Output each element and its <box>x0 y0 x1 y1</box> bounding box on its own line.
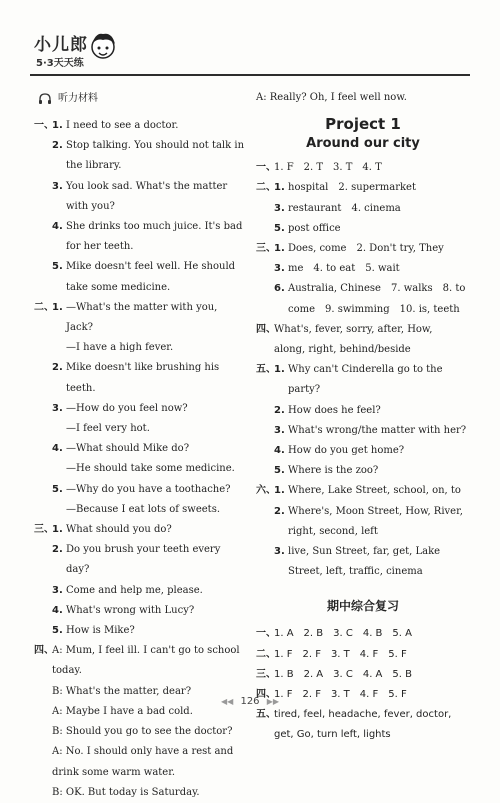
listening-label: 听力材料 <box>58 92 98 104</box>
item-text <box>66 399 246 439</box>
item-line: A: Mum, I feel ill. I can't go to school <box>52 645 240 657</box>
item-text <box>52 783 246 803</box>
section-body <box>52 641 246 803</box>
item-text <box>66 257 246 297</box>
item-number: 3. <box>52 584 63 596</box>
item-text <box>288 279 470 319</box>
section-marker: 二、 <box>34 301 54 313</box>
item-text <box>66 298 246 359</box>
item-text <box>288 401 470 421</box>
item <box>52 217 246 257</box>
item-text <box>274 320 470 360</box>
item-number: 5. <box>52 261 63 273</box>
item-text <box>288 542 470 582</box>
item <box>52 621 246 641</box>
item-number: 2. <box>274 404 285 416</box>
section-body <box>274 158 470 178</box>
item-number: 3. <box>52 402 63 414</box>
header-rule <box>30 74 470 76</box>
item-number: 1. <box>274 182 285 194</box>
item <box>274 158 470 178</box>
item-line: B: OK. But today is Saturday. <box>52 786 200 798</box>
section <box>34 116 246 298</box>
headphones-icon <box>38 93 52 105</box>
item-line: Where, Lake Street, school, on, to <box>288 485 461 497</box>
item <box>52 480 246 520</box>
item-number: 1. <box>52 524 63 536</box>
item <box>274 320 470 360</box>
item-line: live, Sun Street, far, get, Lake <box>288 546 441 558</box>
item-line: today. <box>52 665 82 677</box>
item <box>52 358 246 398</box>
item-number: 5. <box>52 625 63 637</box>
item-line: —I feel very hot. <box>66 423 150 435</box>
item-line: the library. <box>66 160 122 172</box>
section <box>34 298 246 520</box>
project-answer-sections <box>256 158 470 582</box>
answer-line: get, Go, turn left, lights <box>274 729 391 741</box>
item-line: with you? <box>66 200 115 212</box>
item-line: drink some warm water. <box>52 766 176 778</box>
item-line: B: What's the matter, dear? <box>52 685 192 697</box>
section-marker: 一、 <box>256 162 276 174</box>
section-marker: 五、 <box>256 364 276 376</box>
item <box>274 441 470 461</box>
item <box>52 641 246 681</box>
item-number: 3. <box>274 263 285 275</box>
item-number: 1. <box>274 364 285 376</box>
item-number: 1. <box>274 243 285 255</box>
item-number: 1. <box>52 301 63 313</box>
item-text <box>288 441 470 461</box>
section <box>34 520 246 641</box>
item <box>52 540 246 580</box>
item-line: What's, fever, sorry, after, How, <box>274 323 433 335</box>
page-number: 126 <box>240 696 260 707</box>
item-line: Australia, Chinese 7. walks 8. to <box>288 283 466 295</box>
right-column <box>256 88 470 746</box>
midterm-answers <box>274 624 470 644</box>
midterm-title: 期中综合复习 <box>326 599 399 614</box>
section <box>34 641 246 803</box>
item-line: for her teeth. <box>66 241 134 253</box>
item <box>274 239 470 259</box>
item-line: A: No. I should only have a rest and <box>52 746 234 758</box>
item <box>52 136 246 176</box>
item <box>274 481 470 501</box>
item-text <box>288 502 470 542</box>
midterm-answers <box>274 705 470 745</box>
item-line: restaurant 4. cinema <box>288 202 401 214</box>
item-text <box>288 178 470 198</box>
section-marker: 四、 <box>256 689 276 701</box>
item-text <box>66 136 246 176</box>
item-line: 1. F 2. T 3. T 4. T <box>274 162 382 174</box>
item <box>52 581 246 601</box>
section-body <box>274 239 470 320</box>
item-line: What's wrong with Lucy? <box>66 604 195 616</box>
section-marker: 一、 <box>34 120 54 131</box>
item-text <box>274 158 470 178</box>
item-line: —Why do you have a toothache? <box>66 483 231 495</box>
midterm-answers <box>274 645 470 665</box>
section <box>256 178 470 239</box>
item-text <box>288 421 470 441</box>
item <box>52 722 246 742</box>
section-marker: 二、 <box>256 648 276 660</box>
item-number: 2. <box>52 140 63 152</box>
item <box>52 257 246 297</box>
item-number: 3. <box>52 180 63 192</box>
item-number: 2. <box>52 544 63 556</box>
page-footer <box>0 696 500 707</box>
item-line: me 4. to eat 5. wait <box>288 263 400 275</box>
item-line: How is Mike? <box>66 625 135 637</box>
section-marker: 六、 <box>256 485 276 497</box>
item <box>52 298 246 359</box>
project-title: Project 1 <box>325 115 401 134</box>
section-body <box>274 320 470 360</box>
midterm-section <box>256 705 470 745</box>
item-text <box>66 116 246 136</box>
midterm-section <box>256 665 470 685</box>
section-body <box>52 520 246 641</box>
item <box>274 178 470 198</box>
section-marker: 三、 <box>256 243 276 255</box>
item <box>274 219 470 239</box>
item-number: 1. <box>52 120 63 131</box>
section-body <box>274 178 470 239</box>
item-line: —Because I eat lots of sweets. <box>66 503 221 515</box>
item <box>52 601 246 621</box>
section-body <box>52 298 246 520</box>
item-text <box>288 360 470 400</box>
item-line: Street, left, traffic, cinema <box>288 566 423 578</box>
section-body <box>274 360 470 481</box>
item-line: Come and help me, please. <box>66 584 203 596</box>
item-text <box>66 480 246 520</box>
section-marker: 四、 <box>34 645 54 657</box>
section-body <box>52 116 246 298</box>
item-line: along, right, behind/beside <box>274 344 411 356</box>
item-line: —What's the matter with you, Jack? <box>66 301 218 334</box>
item-text <box>66 217 246 257</box>
item-text <box>52 641 246 681</box>
item-number: 4. <box>52 604 63 616</box>
item-line: —He should take some medicine. <box>66 463 235 475</box>
item-line: You look sad. What's the matter <box>66 180 228 192</box>
item-number: 4. <box>52 221 63 233</box>
item-line: hospital 2. supermarket <box>288 182 416 194</box>
midterm-answer-sections <box>256 624 470 745</box>
item-text <box>288 219 470 239</box>
item-text <box>288 259 470 279</box>
item-line: —What should Mike do? <box>66 443 190 455</box>
logo-title: 小儿郎 <box>34 35 88 55</box>
item-line: Where is the zoo? <box>288 465 379 477</box>
item-number: 6. <box>274 283 285 295</box>
item <box>52 742 246 782</box>
item <box>274 259 470 279</box>
item-line: Mike doesn't feel well. He should <box>66 261 236 273</box>
answer-line: 1. A 2. B 3. C 4. B 5. A <box>274 628 412 640</box>
item-line: Where's, Moon Street, How, River, <box>288 505 463 517</box>
item <box>52 783 246 803</box>
brand-logo <box>30 28 120 76</box>
dialogue-end-line: A: Really? Oh, I feel well now. <box>256 92 407 103</box>
item-text <box>66 601 246 621</box>
item-line: I need to see a doctor. <box>66 120 179 131</box>
answer-line: 1. F 2. F 3. T 4. F 5. F <box>274 648 407 660</box>
item <box>274 421 470 441</box>
item-line: come 9. swimming 10. is, teeth <box>288 303 460 315</box>
item-line: take some medicine. <box>66 281 171 293</box>
section-marker: 四、 <box>256 323 276 335</box>
left-arrows-icon: ◀◀ <box>220 697 234 706</box>
item-line: B: Should you go to see the doctor? <box>52 726 233 738</box>
item-number: 4. <box>52 443 63 455</box>
project-subtitle: Around our city <box>306 136 420 152</box>
item <box>274 401 470 421</box>
item-number: 2. <box>274 505 285 517</box>
item <box>274 279 470 319</box>
item-line: Stop talking. You should not talk in <box>66 140 245 152</box>
answer-line: 1. B 2. A 3. C 4. A 5. B <box>274 668 412 680</box>
item <box>274 360 470 400</box>
item-line: —How do you feel now? <box>66 402 188 414</box>
section-marker: 三、 <box>256 668 276 680</box>
item-text <box>52 742 246 782</box>
item-line: She drinks too much juice. It's bad <box>66 221 243 233</box>
item-text <box>66 621 246 641</box>
answer-line: tired, feel, headache, fever, doctor, <box>274 709 452 721</box>
item-line: right, second, left <box>288 525 378 537</box>
item-number: 5. <box>52 483 63 495</box>
item-line: Do you brush your teeth every day? <box>66 544 221 576</box>
section-marker: 五、 <box>256 709 276 721</box>
item <box>274 461 470 481</box>
right-arrows-icon: ▶▶ <box>266 697 280 706</box>
midterm-answers <box>274 665 470 685</box>
item <box>52 116 246 136</box>
logo-subtitle: 5·3天天练 <box>36 58 84 69</box>
item-number: 5. <box>274 465 285 477</box>
item <box>274 502 470 542</box>
answer-line: 1. F 2. F 3. T 4. F 5. F <box>274 689 407 701</box>
item-line: Why can't Cinderella go to the party? <box>288 364 443 396</box>
section-marker: 二、 <box>256 182 276 194</box>
midterm-section <box>256 645 470 665</box>
item <box>52 439 246 479</box>
item-number: 2. <box>52 362 63 374</box>
item <box>52 399 246 439</box>
item-text <box>66 439 246 479</box>
section-marker: 一、 <box>256 628 276 640</box>
section <box>256 158 470 178</box>
item-line: Does, come 2. Don't try, They <box>288 243 444 255</box>
item-line: Mike doesn't like brushing his teeth. <box>66 362 220 394</box>
item <box>52 177 246 217</box>
item <box>274 199 470 219</box>
item-number: 3. <box>274 202 285 214</box>
listening-heading <box>38 88 246 110</box>
item-number: 4. <box>274 445 285 457</box>
item-line: How do you get home? <box>288 445 405 457</box>
item-line: post office <box>288 222 341 234</box>
item-text <box>66 177 246 217</box>
item-number: 3. <box>274 546 285 558</box>
item-text <box>288 239 470 259</box>
item-line: How does he feel? <box>288 404 381 416</box>
item-text <box>66 358 246 398</box>
item <box>274 542 470 582</box>
midterm-section <box>256 624 470 644</box>
item-line: What should you do? <box>66 524 172 536</box>
item-text <box>66 581 246 601</box>
item-text <box>288 461 470 481</box>
item-line: —I have a high fever. <box>66 342 174 354</box>
item-number: 1. <box>274 485 285 497</box>
section-marker: 三、 <box>34 524 54 536</box>
item-line: What's wrong/the matter with her? <box>288 424 467 436</box>
section <box>256 320 470 360</box>
item <box>52 520 246 540</box>
section-body <box>274 481 470 582</box>
item-text <box>288 481 470 501</box>
item-line: A: Maybe I have a bad cold. <box>52 705 193 717</box>
item-text <box>288 199 470 219</box>
section <box>256 481 470 582</box>
item-text <box>66 520 246 540</box>
item-text <box>66 540 246 580</box>
item-number: 5. <box>274 222 285 234</box>
item-number: 3. <box>274 424 285 436</box>
section <box>256 239 470 320</box>
item-text <box>52 722 246 742</box>
section <box>256 360 470 481</box>
cartoon-boy-icon <box>88 30 118 64</box>
